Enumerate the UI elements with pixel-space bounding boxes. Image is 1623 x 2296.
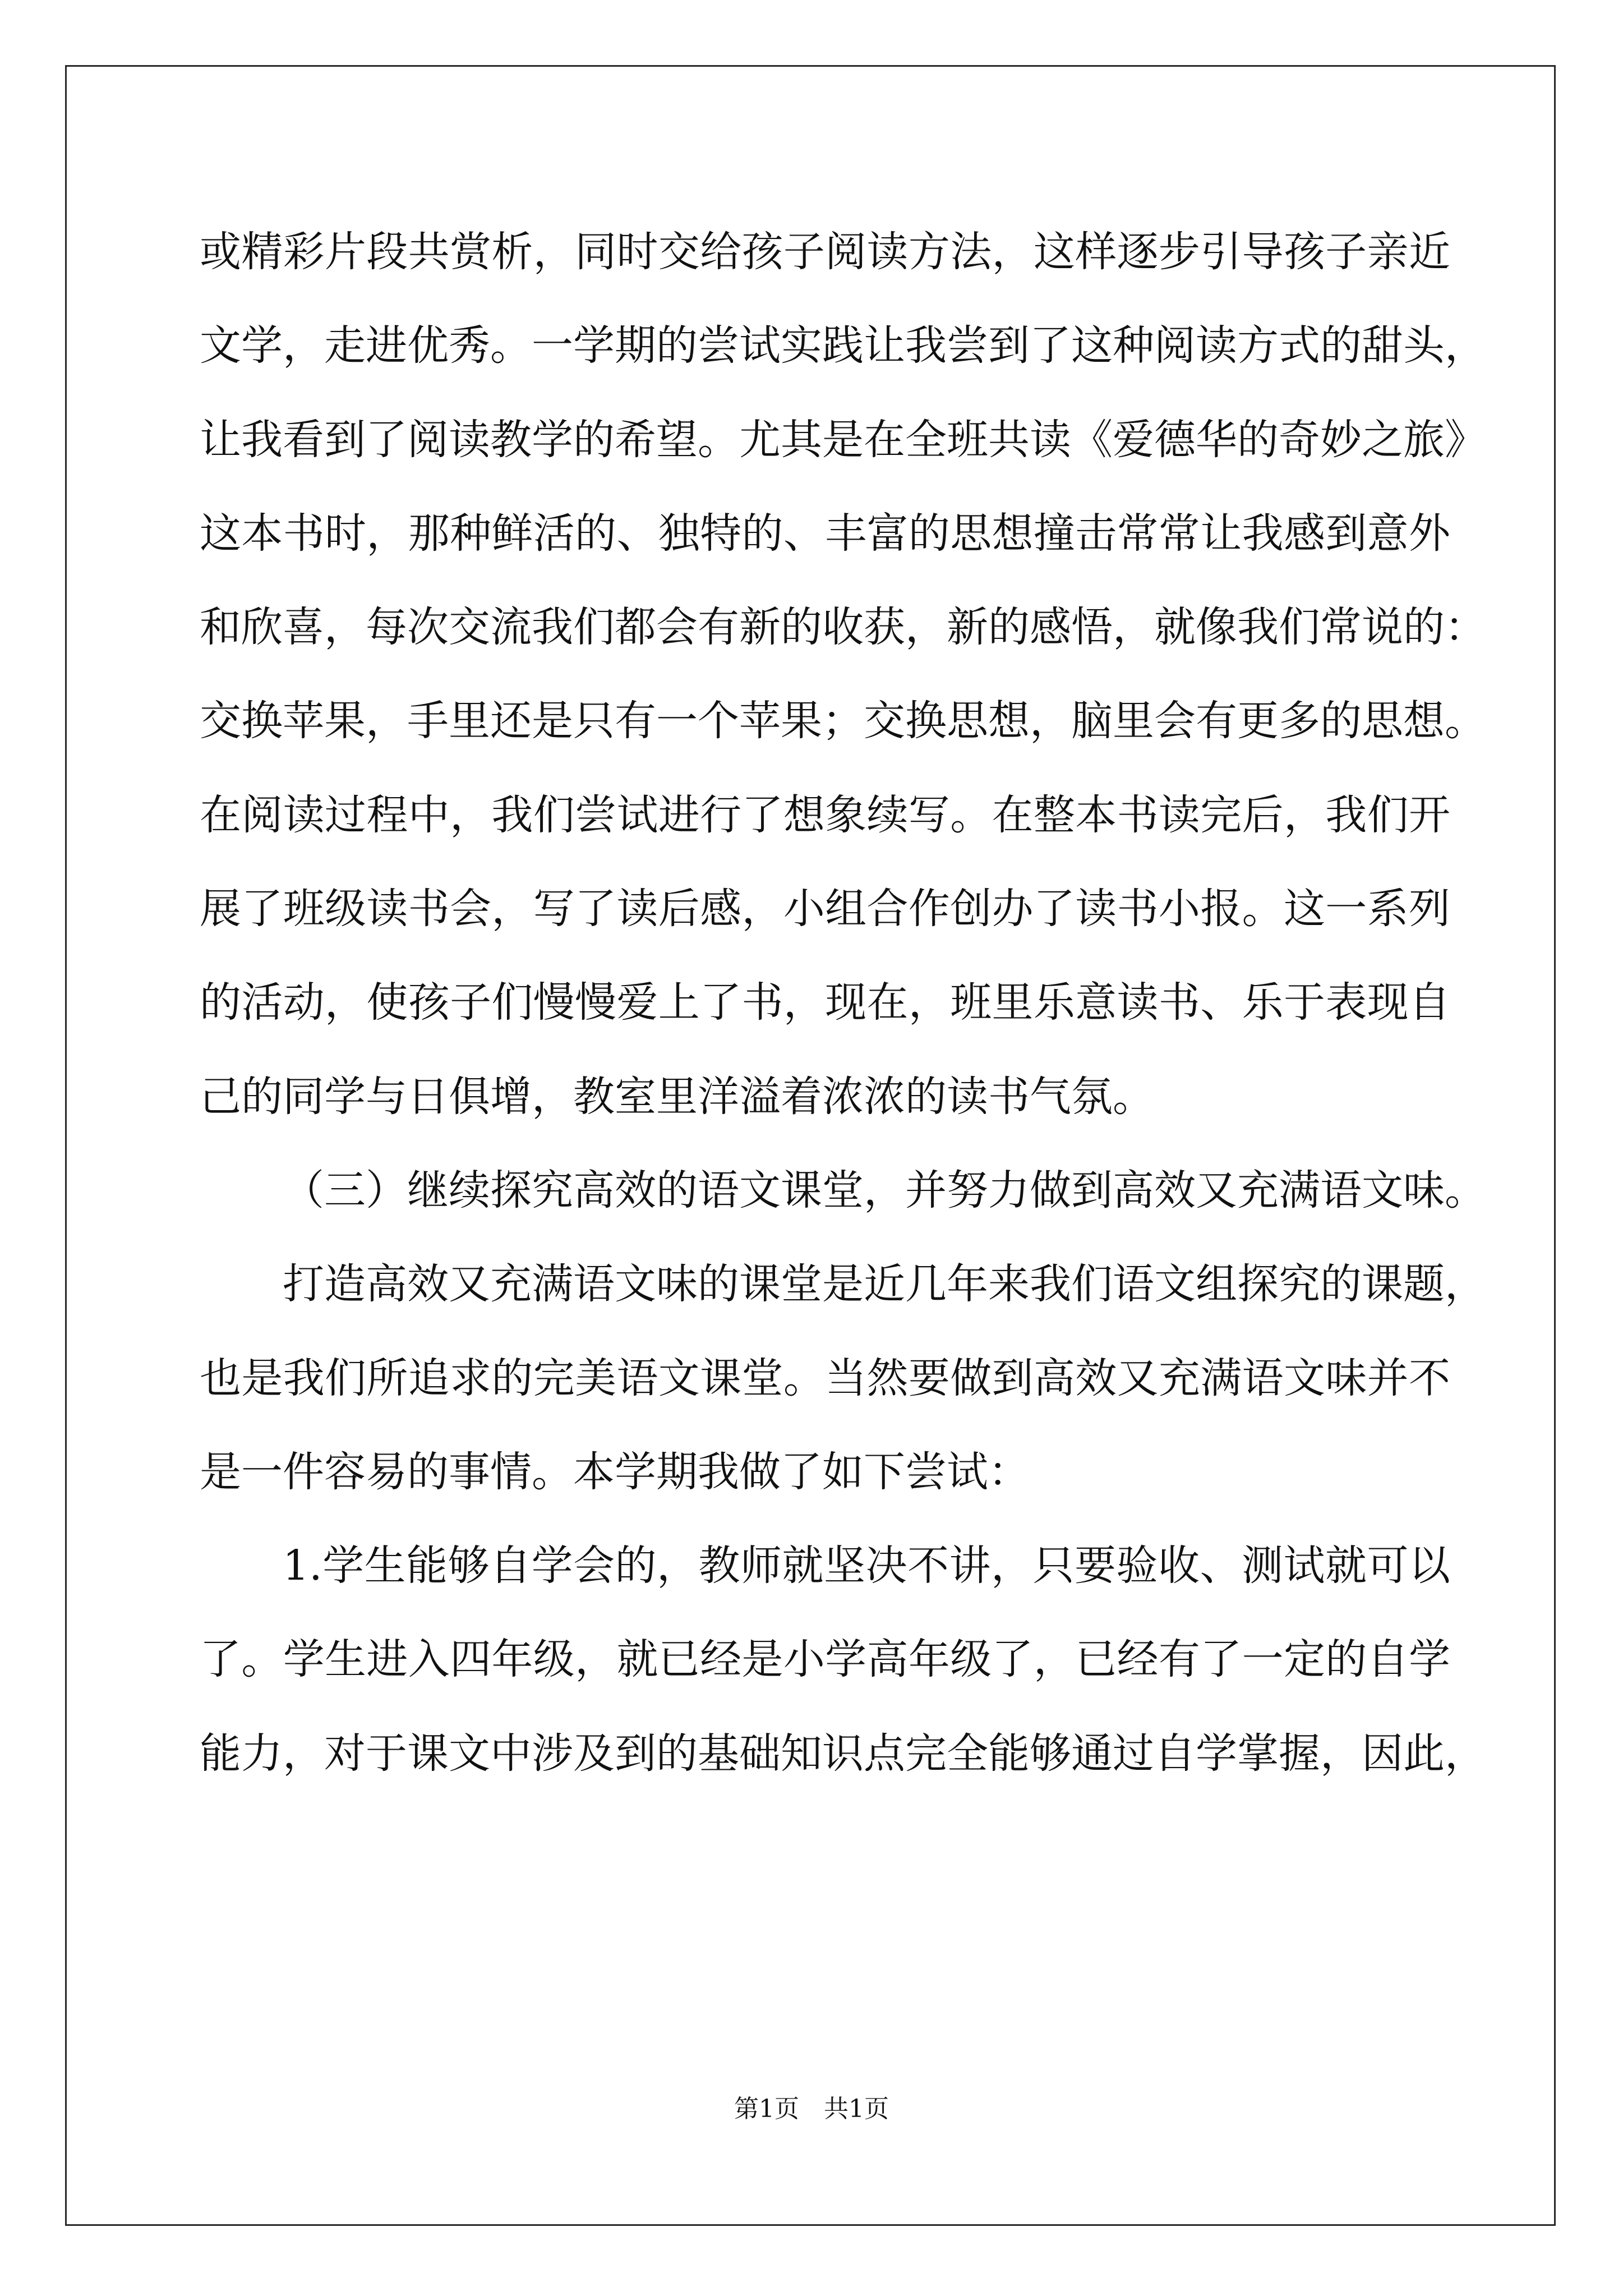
text-line: 己的同学与日俱增，教室里洋溢着浓浓的读书气氛。 (200, 1072, 1154, 1121)
text-line: 或精彩片段共赏析，同时交给孩子阅读方法，这样逐步引导孩子亲近 (200, 228, 1450, 276)
text-line: 的活动，使孩子们慢慢爱上了书，现在，班里乐意读书、乐于表现自 (200, 978, 1450, 1027)
text-line: 和欣喜，每次交流我们都会有新的收获，新的感悟，就像我们常说的： (200, 603, 1486, 652)
text-line: 展了班级读书会，写了读后感，小组合作创办了读书小报。这一系列 (200, 885, 1450, 933)
document-body (200, 205, 1486, 1801)
text-line: （三）继续探究高效的语文课堂，并努力做到高效又充满语文味。 (283, 1166, 1486, 1214)
page-total: 共1页 (824, 2095, 889, 2123)
text-line: 交换苹果，手里还是只有一个苹果；交换思想，脑里会有更多的思想。 (200, 697, 1486, 746)
text-line: 让我看到了阅读教学的希望。尤其是在全班共读《爱德华的奇妙之旅》 (200, 415, 1486, 464)
text-line: 在阅读过程中，我们尝试进行了想象续写。在整本书读完后，我们开 (200, 790, 1450, 839)
text-line: 也是我们所追求的完美语文课堂。当然要做到高效又充满语文味并不 (200, 1354, 1450, 1402)
text-line: 能力，对于课文中涉及到的基础知识点完全能够通过自学掌握，因此， (200, 1729, 1486, 1778)
text-line: 1.学生能够自学会的，教师就坚决不讲，只要验收、测试就可以 (283, 1542, 1450, 1590)
page-number: 第1页 (734, 2095, 799, 2123)
page-footer (0, 2092, 1623, 2126)
text-line: 打造高效又充满语文味的课堂是近几年来我们语文组探究的课题， (283, 1260, 1486, 1309)
text-line: 这本书时，那种鲜活的、独特的、丰富的思想撞击常常让我感到意外 (200, 509, 1450, 558)
text-line: 了。学生进入四年级，就已经是小学高年级了，已经有了一定的自学 (200, 1635, 1450, 1684)
text-line: 文学，走进优秀。一学期的尝试实践让我尝到了这种阅读方式的甜头， (200, 321, 1486, 370)
text-line: 是一件容易的事情。本学期我做了如下尝试： (200, 1447, 1030, 1496)
